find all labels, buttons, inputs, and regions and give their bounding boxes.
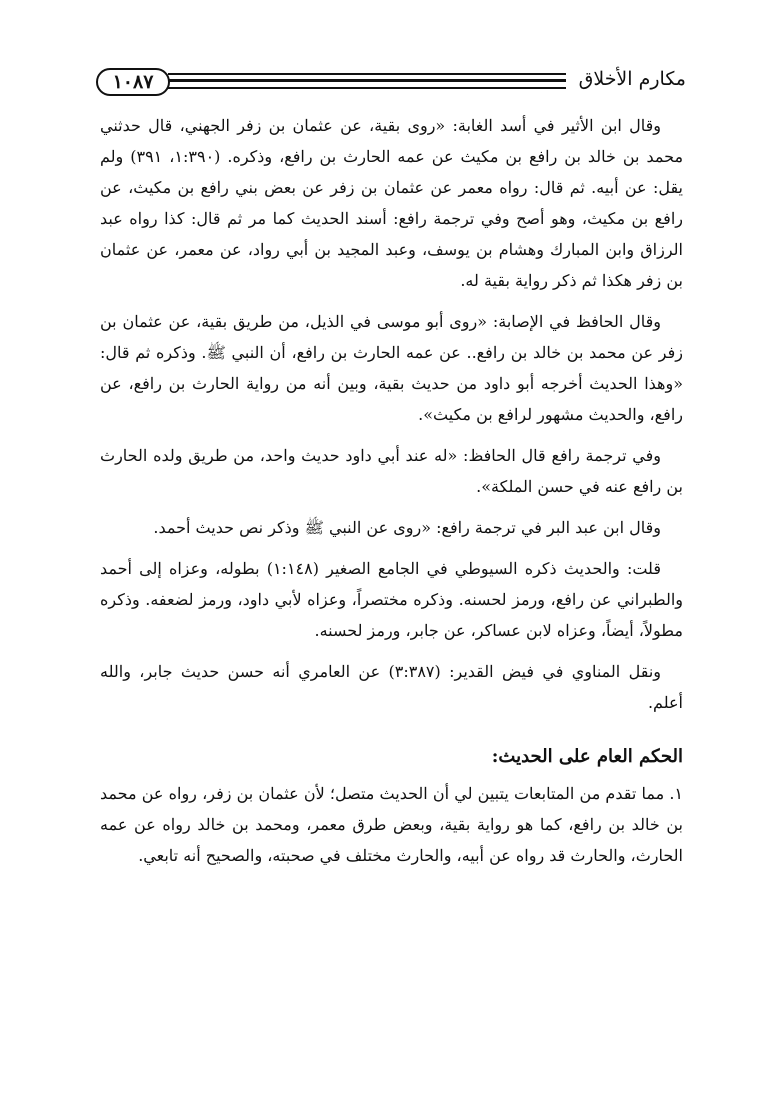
list-item: ١. مما تقدم من المتابعات يتبين لي أن الحديث متصل؛ لأن عثمان بن زفر، رواه عن محمد بن خالد بن رافع، كما هو رواية بقية، وبعض طرق معمر، ومحمد بن خالد رواه عن عمه الحارث، والحارث قد رواه عن أبيه، والحارث مختلف في صحبته، والصحيح أنه تابعي. xyxy=(100,784,683,865)
page-body xyxy=(100,110,683,871)
page-header xyxy=(96,62,686,102)
page-number: ١٠٨٧ xyxy=(96,68,170,96)
header-rule xyxy=(168,73,566,75)
paragraph: ونقل المناوي في فيض القدير: (٣:٣٨٧) عن العامري أنه حسن حديث جابر، والله أعلم. xyxy=(100,662,683,712)
paragraph: وفي ترجمة رافع قال الحافظ: «له عند أبي داود حديث واحد، من طريق ولده الحارث بن رافع عنه في حسن الملكة». xyxy=(100,446,683,496)
header-rule xyxy=(168,87,566,89)
section-heading: الحكم العام على الحديث: xyxy=(491,746,683,767)
paragraph: وقال ابن عبد البر في ترجمة رافع: «روى عن النبي ﷺ وذكر نص حديث أحمد. xyxy=(153,518,661,537)
paragraph: وقال الحافظ في الإصابة: «روى أبو موسى في الذيل، من طريق بقية، عن عثمان بن زفر عن محمد بن خالد بن رافع.. عن عمه الحارث بن رافع، أن النبي ﷺ. وذكره ثم قال: «وهذا الحديث أخرجه أبو داود من حديث بقية، وبين أنه من رواية الحارث بن رافع، عن رافع، والحديث مشهور لرافع بن مكيث». xyxy=(100,312,683,424)
header-rule xyxy=(168,79,566,82)
paragraph: قلت: والحديث ذكره السيوطي في الجامع الصغير (١:١٤٨) بطوله، وعزاه إلى أحمد والطبراني عن رافع، ورمز لحسنه. وذكره مختصراً، وعزاه لأبي داود، ورمز لضعفه. وذكره مطولاً، أيضاً، وعزاه لابن عساكر، عن جابر، ورمز لحسنه. xyxy=(100,559,683,640)
paragraph: وقال ابن الأثير في أسد الغابة: «روى بقية، عن عثمان بن زفر الجهني، قال حدثني محمد بن خالد بن رافع بن مكيث عن عمه الحارث بن رافع، وذكره. (١:٣٩٠، ٣٩١) ولم يقل: عن أبيه. ثم قال: رواه معمر عن عثمان بن زفر عن بعض بني رافع بن مكيث، عن رافع بن مكيث، وهو أصح وفي ترجمة رافع: أسند الحديث كما مر ثم قال: كذا رواه عبد الرزاق وابن المبارك وهشام بن يوسف، وعبد المجيد بن أبي رواد، عن معمر، عن عثمان بن زفر هكذا ثم ذكر رواية بقية له. xyxy=(100,116,684,290)
book-title: مكارم الأخلاق xyxy=(578,68,686,90)
